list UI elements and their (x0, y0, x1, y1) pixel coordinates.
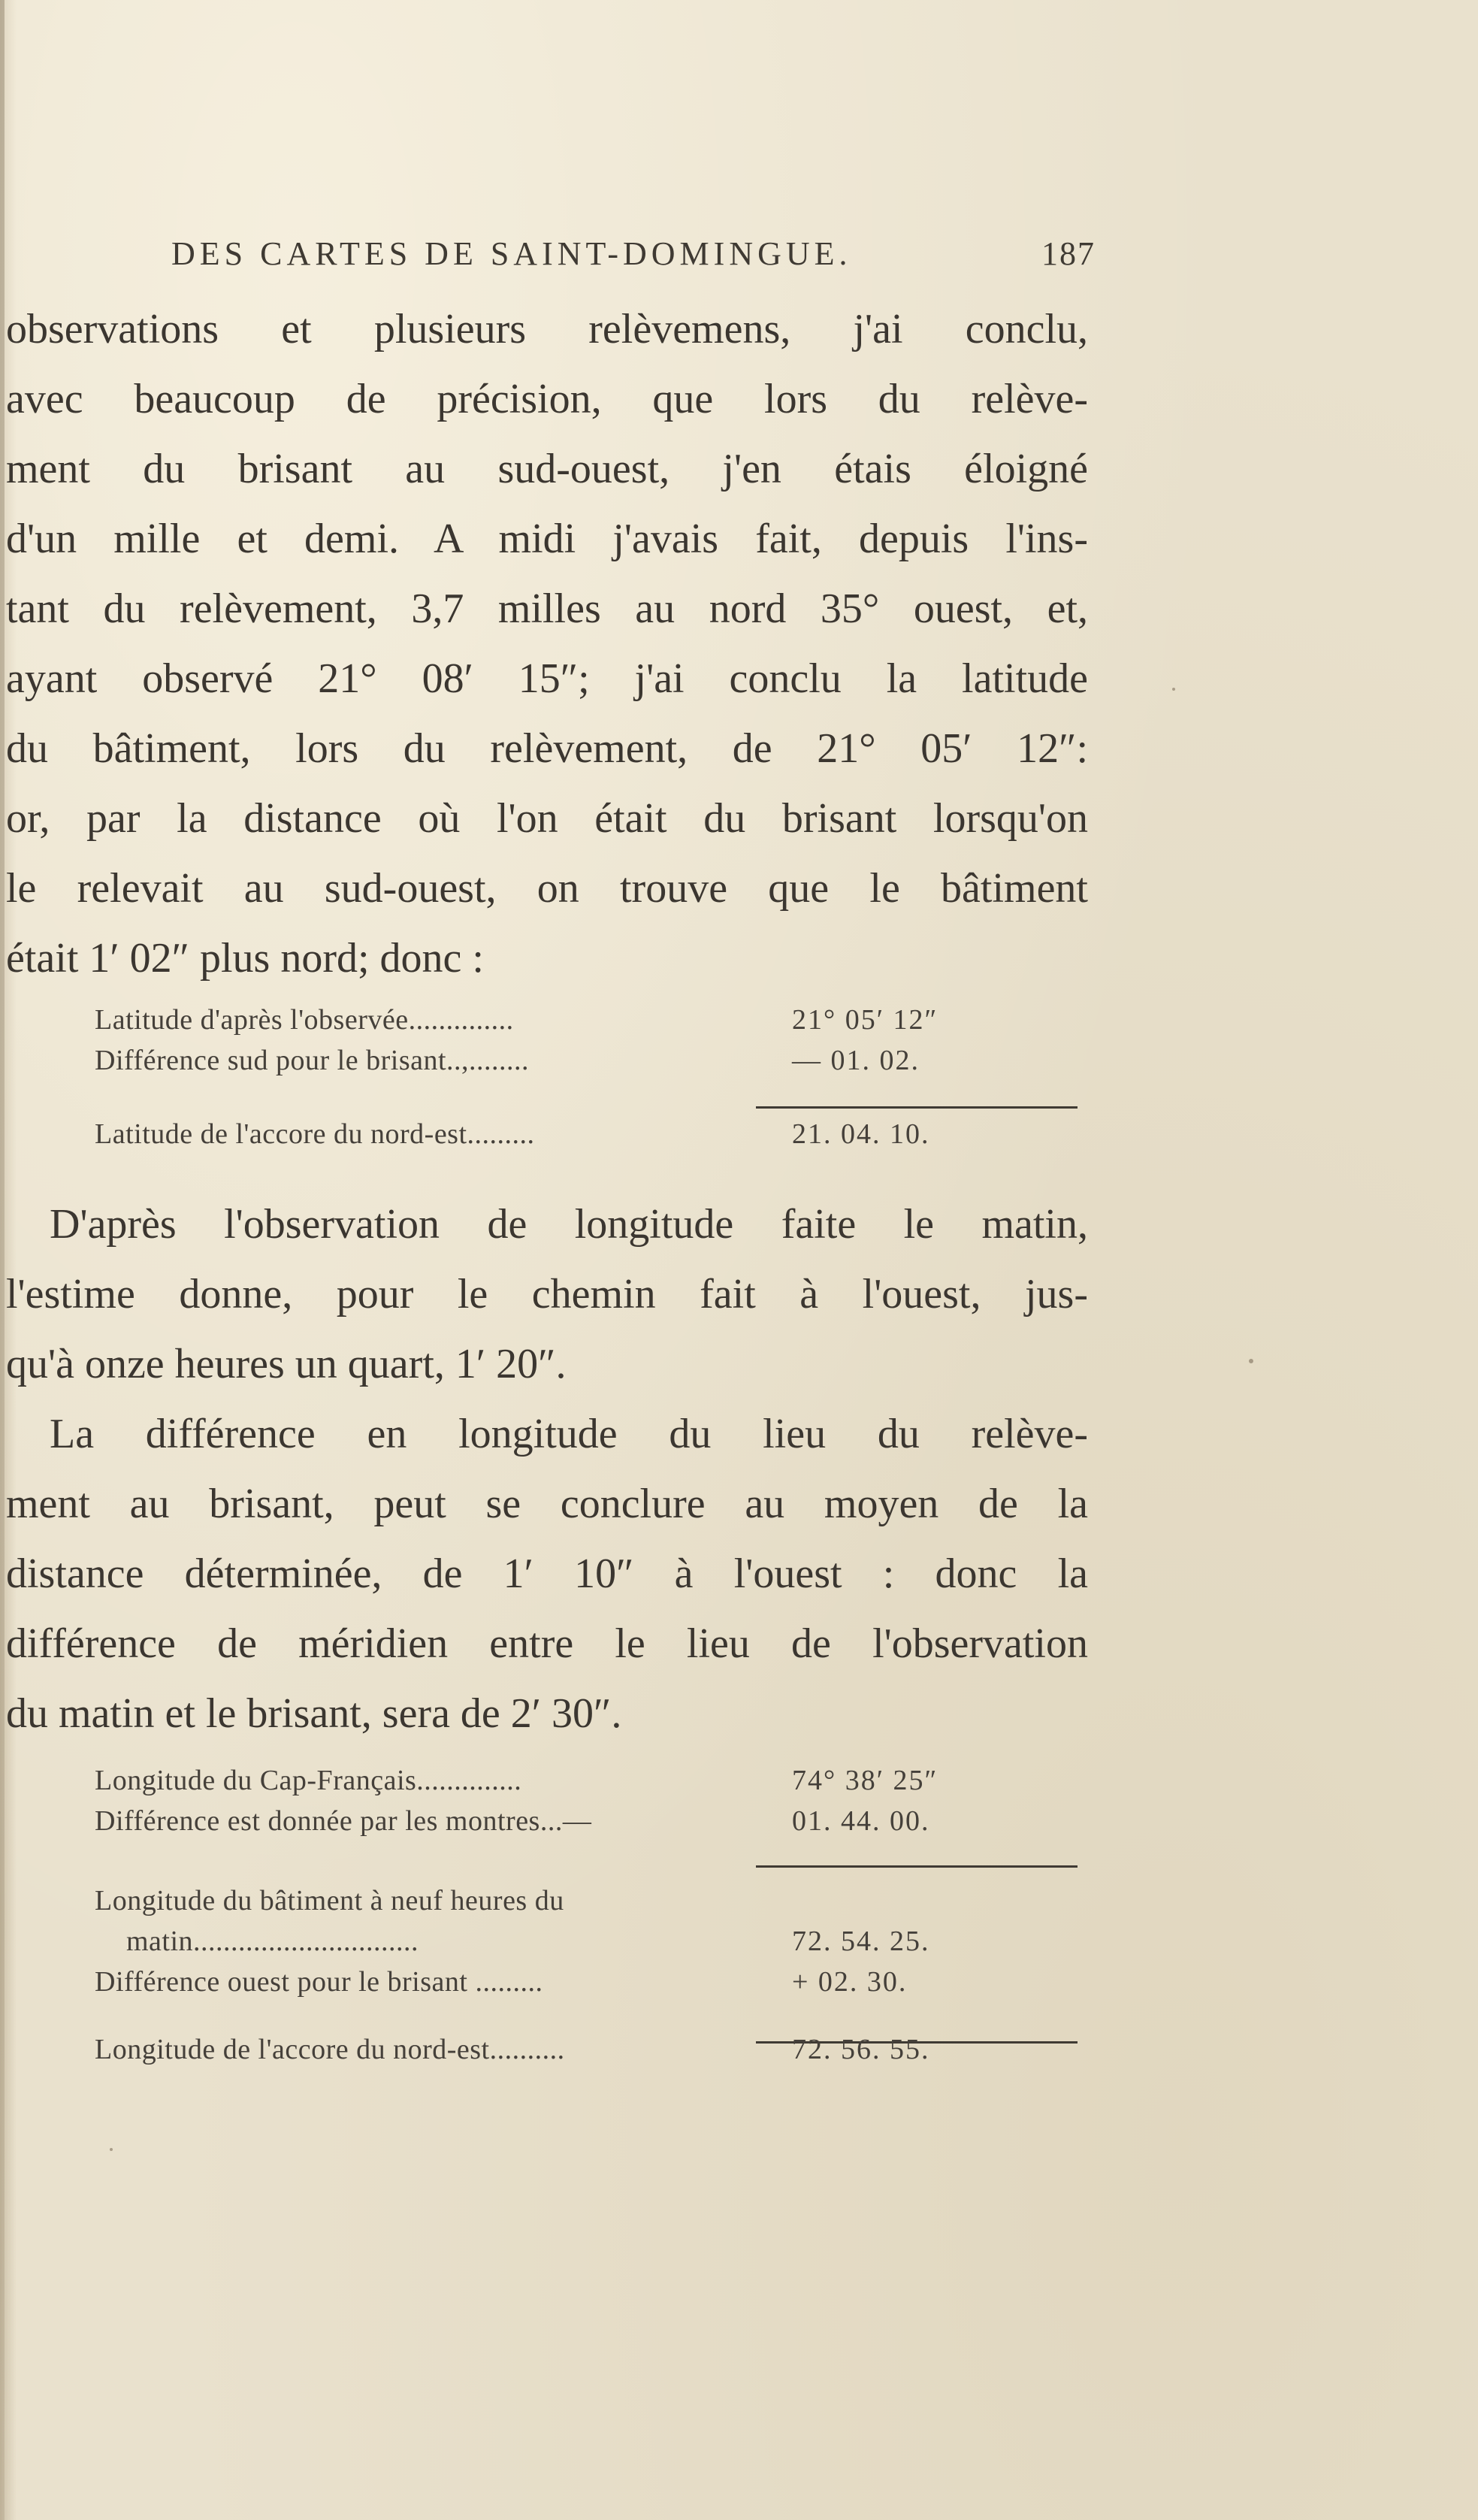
text-line: ment du brisant au sud-ouest, j'en étais éloigné (6, 446, 1088, 492)
text-line: qu'à onze heures un quart, 1′ 20″. (6, 1341, 567, 1387)
paragraph-1 (6, 295, 1088, 994)
table-row-label: Différence sud pour le brisant..,........ (95, 1045, 530, 1076)
table-row-value: + 02. 30. (792, 1966, 908, 1998)
table-row (95, 1000, 981, 1040)
sum-rule (756, 1865, 1078, 1868)
table-row (95, 1880, 981, 1921)
text-line: observations et plusieurs relèvemens, j'ai conclu, (6, 306, 1088, 352)
text-line: ayant observé 21° 08′ 15″; j'ai conclu la latitude (6, 655, 1088, 702)
paragraph-2 (6, 1190, 1088, 1399)
table-total-value: 72. 56. 55. (792, 2034, 930, 2065)
paragraph-3 (6, 1399, 1088, 1749)
table-total-row (95, 2029, 981, 2070)
table-row (95, 1760, 981, 1801)
table-total-label: Longitude de l'accore du nord-est.......... (95, 2034, 565, 2065)
table-total-label: Latitude de l'accore du nord-est......... (95, 1118, 535, 1150)
table-row-label: Différence ouest pour le brisant ......... (95, 1966, 543, 1998)
text-line: avec beaucoup de précision, que lors du relève- (6, 376, 1088, 422)
page-gutter-shadow (0, 0, 5, 2520)
table-row (95, 1801, 981, 1841)
table-row-label: Latitude d'après l'observée.............. (95, 1004, 514, 1036)
table-row (95, 1921, 981, 1962)
text-line: le relevait au sud-ouest, on trouve que le bâtiment (6, 865, 1088, 912)
table-row-label: matin.............................. (126, 1926, 419, 1957)
text-line: D'après l'observation de longitude faite le matin, (50, 1201, 1088, 1248)
table-row-value: 72. 54. 25. (792, 1926, 930, 1957)
table-row-value: 01. 44. 00. (792, 1805, 930, 1837)
text-line: or, par la distance où l'on était du brisant lorsqu'on (6, 795, 1088, 842)
table-row (95, 1040, 981, 1081)
table-total-value: 21. 04. 10. (792, 1118, 930, 1150)
text-line: d'un mille et demi. A midi j'avais fait, depuis l'ins- (6, 516, 1088, 562)
text-line: l'estime donne, pour le chemin fait à l'ouest, jus- (6, 1271, 1088, 1317)
text-line: tant du relèvement, 3,7 milles au nord 35° ouest, et, (6, 585, 1088, 632)
running-head-title: DES CARTES DE SAINT-DOMINGUE. (171, 235, 852, 272)
paper-speck (1172, 688, 1175, 691)
table-row (95, 1962, 981, 2002)
table-row-label: Longitude du Cap-Français.............. (95, 1765, 522, 1796)
table-row-label: Longitude du bâtiment à neuf heures du (95, 1885, 564, 1916)
table-row-value: — 01. 02. (792, 1045, 920, 1076)
running-head (171, 234, 1096, 280)
table-row-label: Différence est donnée par les montres...— (95, 1805, 592, 1837)
table-row-value: 74° 38′ 25″ (792, 1765, 938, 1796)
latitude-table (95, 1000, 981, 1180)
text-line: ment au brisant, peut se conclure au moyen de la (6, 1481, 1088, 1527)
longitude-table (95, 1760, 981, 2106)
page-number: 187 (1041, 235, 1096, 272)
text-line: différence de méridien entre le lieu de l'observation (6, 1620, 1088, 1667)
table-total-row (95, 1114, 981, 1154)
text-line: distance déterminée, de 1′ 10″ à l'ouest : donc la (6, 1550, 1088, 1597)
paper-speck (1249, 1359, 1253, 1363)
text-line: du bâtiment, lors du relèvement, de 21° 05′ 12″: (6, 725, 1088, 772)
table-row-value: 21° 05′ 12″ (792, 1004, 938, 1036)
text-line: était 1′ 02″ plus nord; donc : (6, 935, 484, 982)
text-line: du matin et le brisant, sera de 2′ 30″. (6, 1690, 622, 1737)
text-line: La différence en longitude du lieu du relève- (50, 1411, 1088, 1457)
paper-speck (110, 2148, 113, 2151)
sum-rule (756, 1106, 1078, 1109)
